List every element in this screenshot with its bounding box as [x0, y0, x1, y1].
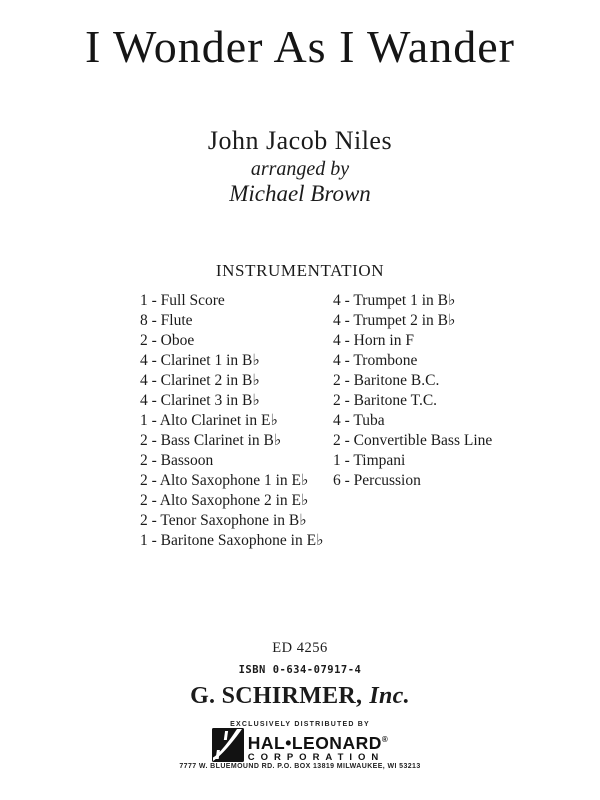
instrumentation-item: 2 - Baritone T.C.	[333, 392, 438, 409]
instrumentation-item: 6 - Percussion	[333, 472, 421, 489]
instrumentation-item: 4 - Trombone	[333, 352, 418, 369]
instrumentation-item: 4 - Clarinet 1 in B♭	[140, 352, 260, 369]
instrumentation-left-column	[140, 291, 323, 551]
instrumentation-heading: INSTRUMENTATION	[215, 261, 385, 280]
arranged-by-label: arranged by	[250, 158, 350, 180]
instrumentation-item: 4 - Clarinet 3 in B♭	[140, 392, 260, 409]
instrumentation-right-column	[333, 291, 492, 491]
instrumentation-item: 1 - Alto Clarinet in E♭	[140, 412, 278, 429]
hal-leonard-logo-icon	[212, 728, 244, 762]
page-title: I Wonder As I Wander	[85, 21, 515, 72]
hal-leonard-logo-text	[248, 728, 389, 763]
instrumentation-item: 4 - Trumpet 1 in B♭	[333, 292, 456, 309]
hal-leonard-logo-block	[0, 728, 600, 763]
instrumentation-item: 1 - Timpani	[333, 452, 406, 469]
instrumentation-item: 2 - Bassoon	[140, 452, 214, 469]
instrumentation-item: 2 - Tenor Saxophone in B♭	[140, 512, 307, 529]
instrumentation-item: 4 - Trumpet 2 in B♭	[333, 312, 456, 329]
catalog-number: ED 4256	[272, 640, 328, 656]
composer-name: John Jacob Niles	[207, 126, 393, 155]
instrumentation-item: 2 - Bass Clarinet in B♭	[140, 432, 282, 449]
instrumentation-item: 2 - Convertible Bass Line	[333, 432, 493, 449]
registered-trademark-mark: ®	[381, 735, 389, 744]
distributor-subtitle: CORPORATION	[247, 751, 385, 763]
instrumentation-item: 8 - Flute	[140, 312, 193, 329]
instrumentation-item: 4 - Tuba	[333, 412, 385, 429]
instrumentation-item: 1 - Full Score	[140, 292, 225, 309]
publisher-name-suffix: Inc.	[369, 683, 410, 709]
instrumentation-item: 2 - Oboe	[140, 332, 195, 349]
instrumentation-item: 2 - Alto Saxophone 2 in E♭	[140, 492, 309, 509]
isbn-number: ISBN 0-634-07917-4	[238, 664, 362, 676]
publisher-name-main: G. SCHIRMER,	[190, 683, 363, 709]
distributor-name-text: HAL•LEONARD	[247, 732, 382, 753]
arranger-name: Michael Brown	[229, 181, 371, 206]
instrumentation-item: 2 - Alto Saxophone 1 in E♭	[140, 472, 309, 489]
instrumentation-item: 1 - Baritone Saxophone in E♭	[140, 532, 324, 549]
publisher-name	[0, 683, 600, 710]
distributed-by-label: EXCLUSIVELY DISTRIBUTED BY	[230, 721, 370, 728]
distributor-name	[248, 731, 389, 752]
instrumentation-item: 2 - Baritone B.C.	[333, 372, 440, 389]
instrumentation-item: 4 - Clarinet 2 in B♭	[140, 372, 260, 389]
distributor-address: 7777 W. BLUEMOUND RD. P.O. BOX 13819 MILWAUKEE, WI 53213	[179, 763, 421, 770]
instrumentation-item: 4 - Horn in F	[333, 332, 414, 349]
